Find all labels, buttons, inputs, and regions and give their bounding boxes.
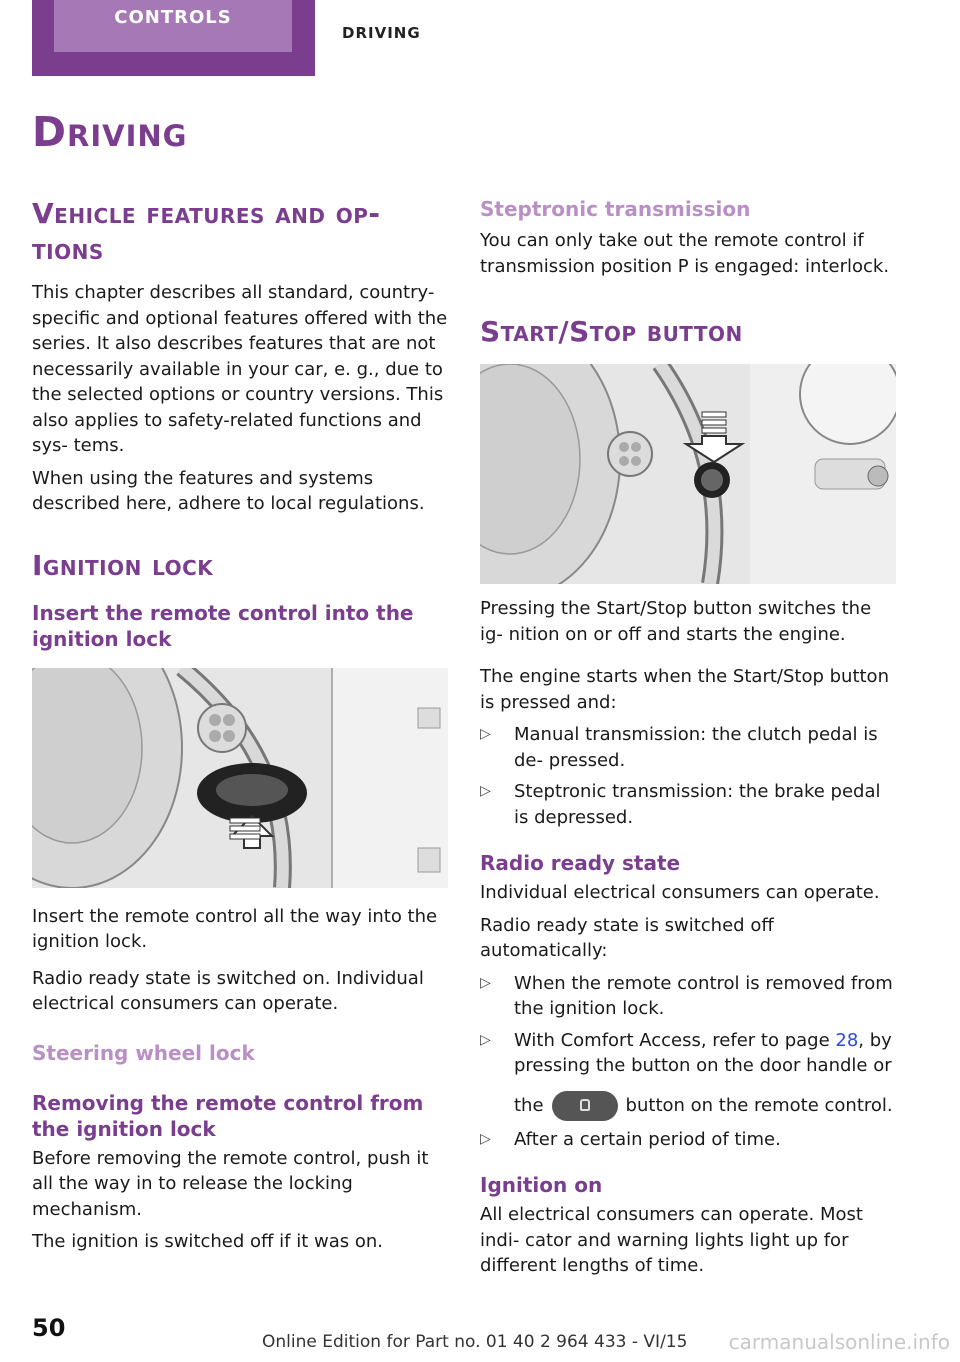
list-item: ▷ Steptronic transmission: the brake pedal is depressed.	[480, 781, 881, 828]
engine-start-text: The engine starts when the Start/Stop button is pressed and:	[480, 666, 889, 713]
radio-ready-off-text: Radio ready state is switched off automatically:	[480, 914, 774, 961]
radio-ready-on-text: Radio ready state is switched on. Individual electrical consumers can operate.	[32, 967, 424, 1014]
list-item: ▷ Manual transmission: the clutch pedal is de‐ pressed.	[480, 724, 878, 771]
insert-remote-text: Insert the remote control all the way into the ignition lock.	[32, 905, 438, 952]
vehicle-regulations-text: When using the features and systems described here, adhere to local regulations.	[32, 467, 425, 514]
removing-remote-text: Before removing the remote control, push it all the way in to release the locking mechanism.	[32, 1147, 429, 1220]
engine-conditions-list	[480, 722, 896, 830]
start-stop-illustration	[480, 364, 896, 584]
radio-off-conditions-list	[480, 971, 896, 1153]
remote-button-line: the button on the remote control.	[514, 1091, 893, 1121]
edition-footer: Online Edition for Part no. 01 40 2 964 433 - VI/15	[262, 1332, 688, 1352]
start-stop-drawing	[480, 364, 896, 584]
start-stop-heading: Start/Stop button	[480, 315, 743, 348]
bullet-marker: ▷	[480, 1130, 491, 1147]
lock-button-icon	[552, 1091, 618, 1121]
insert-remote-heading: Insert the remote control into the ignition lock	[32, 600, 414, 651]
ignition-lock-drawing	[32, 668, 448, 888]
page-title: Driving	[32, 108, 188, 156]
list-item: ▷ When the remote control is removed from the ignition lock.	[480, 972, 893, 1019]
steptronic-text: You can only take out the remote control if transmission position P is engaged: interlock.	[480, 230, 890, 277]
list-item: ▷ After a certain period of time.	[480, 1127, 896, 1153]
bullet-marker: ▷	[480, 783, 491, 799]
chapter-tab[interactable]	[32, 0, 315, 76]
ignition-on-heading: Ignition on	[480, 1173, 603, 1197]
ignition-lock-heading: Ignition lock	[32, 548, 214, 582]
page-number: 50	[32, 1314, 66, 1342]
vehicle-features-text: This chapter describes all standard, country-specific and optional features offered with the series. It also describes features that are not necessarily available in your car, e. g., due to the selected options or country versions. This also applies to safety-related functions and sys‐ tems.	[32, 282, 448, 456]
ignition-lock-illustration	[32, 668, 448, 888]
right-column	[480, 196, 896, 1286]
ignition-off-text: The ignition is switched off if it was on.	[32, 1231, 383, 1252]
chapter-tab-inner	[54, 0, 292, 52]
bullet-marker: ▷	[480, 1031, 491, 1048]
start-stop-text: Pressing the Start/Stop button switches the ig‐ nition on or off and starts the engine.	[480, 598, 872, 645]
left-column	[32, 196, 448, 1262]
vehicle-features-heading: Vehicle features and op‐ tions	[32, 197, 381, 266]
radio-ready-heading: Radio ready state	[480, 851, 681, 875]
ignition-on-text: All electrical consumers can operate. Most indi‐ cator and warning lights light up for different lengths of time.	[480, 1204, 863, 1276]
bullet-marker: ▷	[480, 974, 491, 991]
page-reference-link[interactable]: 28	[835, 1029, 859, 1051]
bullet-marker: ▷	[480, 726, 491, 742]
watermark: carmanualsonline.info	[728, 1330, 950, 1354]
chapter-tab-label: CONTROLS	[114, 7, 232, 28]
steptronic-heading: Steptronic transmission	[480, 197, 751, 221]
removing-remote-heading: Removing the remote control from the ignition lock	[32, 1090, 424, 1141]
steering-wheel-lock-heading: Steering wheel lock	[32, 1040, 255, 1065]
list-item: ▷ With Comfort Access, refer to page 28, by pressing the button on the door handle or the button on the remote control.	[480, 1028, 896, 1121]
breadcrumb: DRIVING	[342, 24, 421, 42]
radio-ready-text: Individual electrical consumers can operate.	[480, 882, 880, 903]
